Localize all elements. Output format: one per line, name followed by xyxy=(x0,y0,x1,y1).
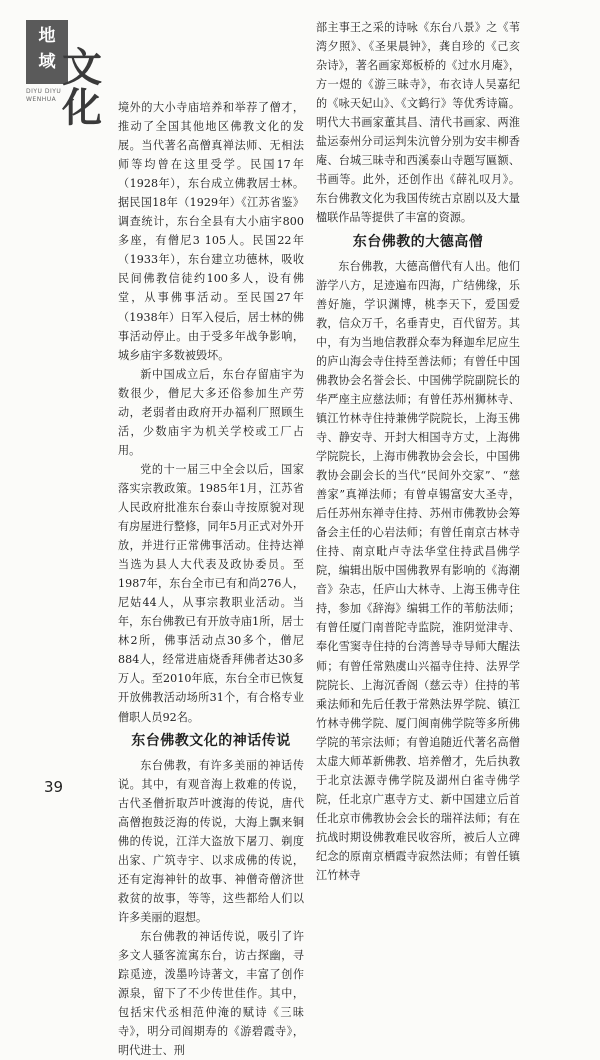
right-paragraph-2: 东台佛教，大德高僧代有人出。他们游学八方，足迹遍布四海，广结佛缘，乐善好施，学识渊博，桃李天下，爱国爱教，信众万千，名垂青史，百代留芳。其中，有为当地信教群众奉为释迦牟尼应生的庐山海会寺住持至善法师；有曾任中国佛教协会名誉会长、中国佛学院副院长的华严座主应慈法师；有曾任苏州狮林寺、镇江竹林寺住持兼佛学院院长，上海玉佛寺、静安寺、开封大相国寺方丈，上海佛学院院长，上海市佛教协会会长，中国佛教协会副会长的当代“民间外交家”、“慈善家”真禅法师；有曾卓锡富安大圣寺，后任苏州东禅寺住持、苏州市佛教协会筹备会主任的心岩法师；有曾任南京古林寺住持、南京毗卢寺法华堂住持武昌佛学院，编辑出版中国佛教界有影响的《海潮音》杂志，任庐山大林寺、上海玉佛寺住持，参加《辞海》编辑工作的苇舫法师；有曾任厦门南普陀寺监院，淮阴觉津寺、奉化雪窦寺住持的台湾善导寺导师大醒法师；有曾任常熟虞山兴福寺住持、法界学院院长、上海沉香阁（慈云寺）住持的苇乘法师和先后任教于常熟法界学院、镇江竹林寺佛学院、厦门闽南佛学院等多所佛学院的苇宗法师；有曾追随近代著名高僧太虚大师革新佛教、培养僧才，先后执教于北京法源寺佛学院及湖州白雀寺佛学院，任北京广惠寺方丈、新中国建立后首任北京市佛教协会会长的瑞祥法师；有在抗战时期设佛教难民收容所，被后人立碑纪念的原南京栖霞寺寂然法师；有曾任镇江竹林寺 xyxy=(316,259,520,883)
left-paragraph-2: 新中国成立后，东台存留庙宇为数很少，僧尼大多还俗参加生产劳动，老弱者由政府开办福利厂照顾生活，少数庙宇为机关学校或工厂占用。 xyxy=(118,367,304,457)
logo-pinyin-line-2: WENHUA xyxy=(26,96,57,103)
logo-pinyin xyxy=(26,88,96,104)
left-paragraph-1: 境外的大小寺庙培养和举荐了僧才，推动了全国其他地区佛教文化的发展。当代著名高僧真禅法师、无相法师等均曾在这里受学。民国17年（1928年），东台成立佛教居士林。据民国18年（1929年）《江苏省鉴》调查统计，东台全县有大小庙宇800多座，有僧尼3 105人。民国22年（1933年），东台建立功德林，吸收民间佛教信徒约100多人，设有佛堂，从事佛事活动。至民国27年（1938年）日军入侵后，居士林的佛事活动停止。由于受多年战争影响，城乡庙宇多数被毁坏。 xyxy=(118,101,304,362)
left-paragraph-5: 东台佛教的神话传说，吸引了许多文人骚客流寓东台，访古探幽，寻踪觅迹，泼墨吟诗著文，丰富了创作源泉，留下了不少传世佳作。其中，包括宋代丞相范仲淹的赋诗《三昧寺》，明分司阎期寿的《游碧霞寺》，明代进士、刑 xyxy=(118,929,304,1058)
page-number: 39 xyxy=(44,778,64,796)
right-column xyxy=(316,18,520,885)
logo-char-1: 地 xyxy=(38,26,56,46)
left-column xyxy=(118,98,304,1060)
left-paragraph-4: 东台佛教，有许多美丽的神话传说。其中，有观音海上救难的传说，古代圣僧折取芦叶渡海的传说，唐代高僧抱鼓泛海的传说，大海上飘来铜佛的传说，江洋大盗放下屠刀、剃度出家、广筑寺宇、以求成佛的传说，还有定海神针的故事、神僧奇僧济世救贫的故事，等等，这些都给人们以许多美丽的遐想。 xyxy=(118,758,304,924)
logo-char-3: 文化 xyxy=(62,44,102,131)
left-paragraph-3: 党的十一届三中全会以后，国家落实宗教政策。1985年1月，江苏省人民政府批准东台泰山寺按原貌对现有房屋进行整修，同年5月正式对外开放，并进行正常佛事活动。住持达禅当选为县人大代表及政协委员。至1987年，东台全市已有和尚276人，尼姑44人，从事宗教职业活动。当年，东台佛教已有开放寺庙1所，居士林2所，佛事活动点30多个，僧尼884人，经常进庙烧香拜佛者达30多万人。至2010年底，东台全市已恢复开放佛教活动场所31个，有合格专业僧职人员92名。 xyxy=(118,462,304,724)
logo-pinyin-line-1: DIYU DIYU xyxy=(26,88,62,95)
section-heading-legends: 东台佛教文化的神话传说 xyxy=(131,732,291,749)
logo-char-2: 域 xyxy=(38,52,56,72)
right-paragraph-1: 部主事王之采的诗咏《东台八景》之《苇湾夕照》、《圣果晨钟》，龚自珍的《己亥杂诗》，著名画家郑板桥的《过水月庵》，方一煜的《游三昧寺》，布衣诗人吴嘉纪的《咏天妃山》、《文鹤行》等优秀诗篇。明代大书画家董其昌、清代书画家、两淮盐运泰州分司运判朱沆曾分别为安丰柳香庵、台城三昧寺和西溪泰山寺题写匾额、书画等。此外，还创作出《薛礼叹月》。东台佛教文化为我国传统古京剧以及大量楹联作品等提供了丰富的资源。 xyxy=(316,21,520,225)
section-logo xyxy=(26,20,102,131)
section-heading-monks: 东台佛教的大德高僧 xyxy=(352,233,484,250)
